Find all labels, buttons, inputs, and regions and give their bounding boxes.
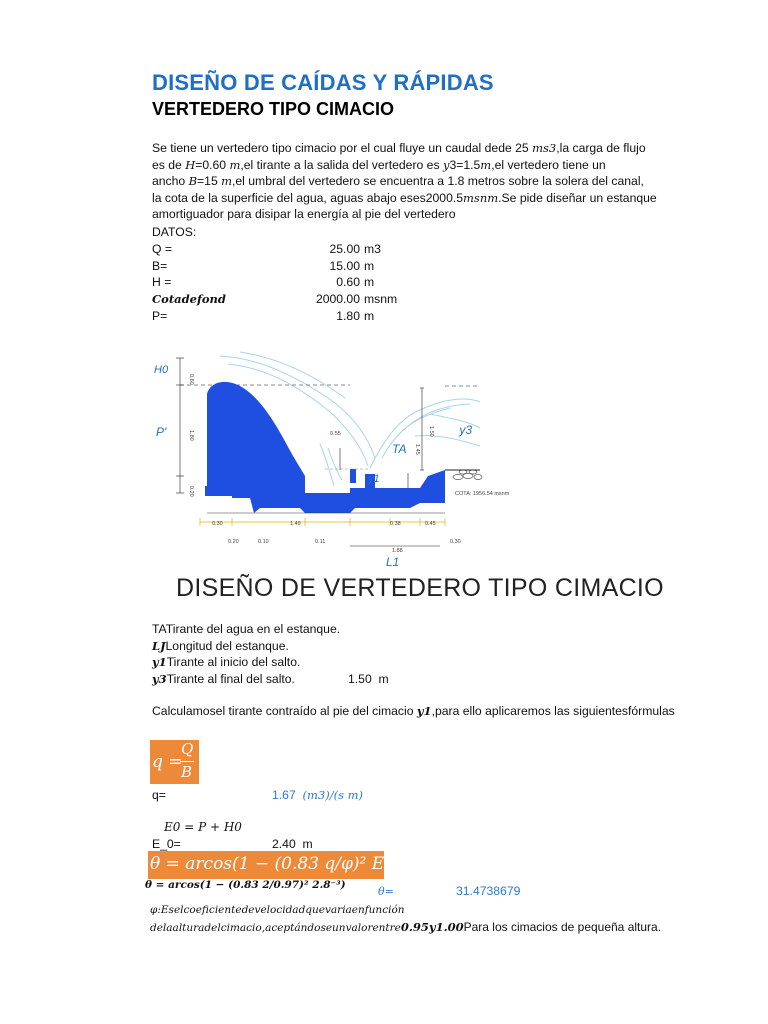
label-p: P' (156, 425, 167, 439)
statement-line-5: amortiguador para disipar la energía al pie del vertedero (152, 207, 456, 222)
datos-heading: DATOS: (152, 225, 197, 239)
datos-label: Cotadefond (152, 292, 226, 307)
theta-value: 31.4738679 (456, 884, 521, 898)
datos-label: B= (152, 258, 168, 273)
dim-bottom: 0.20 (228, 539, 239, 545)
datos-unit: m (364, 308, 375, 323)
document-subtitle: VERTEDERO TIPO CIMACIO (152, 99, 395, 119)
figure-title: DISEÑO DE VERTEDERO TIPO CIMACIO (176, 574, 664, 602)
q-label: q= (152, 788, 166, 802)
e0-formula: E0 = P + H0 (164, 820, 242, 834)
theta-formula: θ = arcos(1 − (0.83 q/φ)² E0⁻³ ) (148, 851, 384, 879)
dim-bottom: 0.10 (258, 539, 269, 545)
spillway-diagram (150, 348, 510, 573)
label-y3: y3 (459, 423, 472, 437)
dim-bottom: 0.11 (315, 539, 326, 545)
statement-line-3: ancho B=15 m,el umbral del vertedero se encuentra a 1.8 metros sobre la solera del canal, (152, 174, 644, 189)
dim-060: 0.60 (188, 374, 194, 385)
dim-bottom: 0.38 (390, 521, 401, 527)
statement-line-1: Se tiene un vertedero tipo cimacio por el cual fluye un caudal dede 25 ms3,la carga de flujo (152, 141, 646, 155)
spillway-structure (207, 382, 445, 513)
legend-item: y1Tirante al inicio del salto. (152, 655, 301, 670)
datos-row (152, 241, 412, 258)
variables-legend (152, 621, 389, 687)
datos-value: 1.80 (336, 308, 360, 323)
dim-bottom: 1.49 (290, 521, 301, 527)
statement-line-4: la cota de la superficie del agua, aguas abajo eses2000.5msnm.Se pide diseñar un estanque (152, 190, 657, 205)
datos-block (152, 224, 412, 325)
e0-label: E_0= (152, 837, 181, 851)
legend-item: y3Tirante al final del salto. 1.50 m (152, 671, 389, 686)
datos-value: 15.00 (329, 258, 360, 273)
datos-row (152, 291, 412, 308)
datos-label: H = (152, 275, 172, 290)
dim-bottom: 0.45 (425, 521, 436, 527)
dim-180: 1.80 (188, 430, 194, 441)
datos-row (152, 308, 412, 325)
legend-item: TATirante del agua en el estanque. (152, 622, 341, 636)
q-value: 1.67 (m3)/(s m) (272, 788, 364, 802)
dim-bottom: 0.30 (212, 521, 223, 527)
q-formula: q = Q B (150, 740, 199, 784)
theta-label: θ= (378, 885, 394, 898)
problem-statement (152, 140, 722, 223)
dim-150: 1.50 (428, 426, 434, 437)
dim-020: 0.20 (188, 486, 194, 497)
dim-145: 1.45 (414, 444, 420, 455)
datos-unit: msnm (364, 292, 398, 307)
datos-unit: m (364, 275, 375, 290)
datos-label: P= (152, 308, 168, 323)
datos-value: 0.60 (336, 275, 360, 290)
datos-unit: m3 (364, 241, 381, 256)
datos-value: 2000.00 (315, 292, 360, 307)
datos-unit: m (364, 258, 375, 273)
label-ta: TA (392, 442, 407, 456)
document-title: DISEÑO DE CAÍDAS Y RÁPIDAS (152, 70, 494, 95)
riprap (453, 470, 482, 480)
dim-188: 1.88 (392, 548, 403, 554)
phi-range: delaalturadelcimacio,aceptándoseunvalorentre0.95y1.00Para los cimacios de pequeña altura. (150, 920, 662, 934)
label-h0: H0 (154, 364, 169, 376)
statement-line-2: es de H=0.60 m,el tirante a la salida del vertedero es y3=1.5m,el vertedero tiene un (152, 157, 606, 172)
datos-row (152, 274, 412, 291)
datos-row (152, 258, 412, 275)
cota-label: COTA: 1956.54 msnm (455, 491, 510, 497)
label-l1: L1 (386, 555, 400, 569)
legend-item: LJLongitud del estanque. (152, 638, 289, 653)
label-y1: y1 (368, 473, 380, 485)
e0-value: 2.40 m (272, 837, 313, 851)
calc-intro: Calculamosel tirante contraído al pie del cimacio y1,para ello aplicaremos las siguientesfórmulas (152, 704, 675, 718)
datos-label: Q = (152, 241, 172, 256)
theta-substitution: θ = arcos(1 − (0.83 2/0.97)² 2.8⁻³) (145, 879, 346, 891)
phi-description: φ:Eselcoeficientedevelocidadquevariaenfunción (150, 904, 405, 916)
dim-bottom: 0.30 (450, 539, 461, 545)
datos-value: 25.00 (329, 241, 360, 256)
dim-055: 0.55 (330, 431, 341, 437)
